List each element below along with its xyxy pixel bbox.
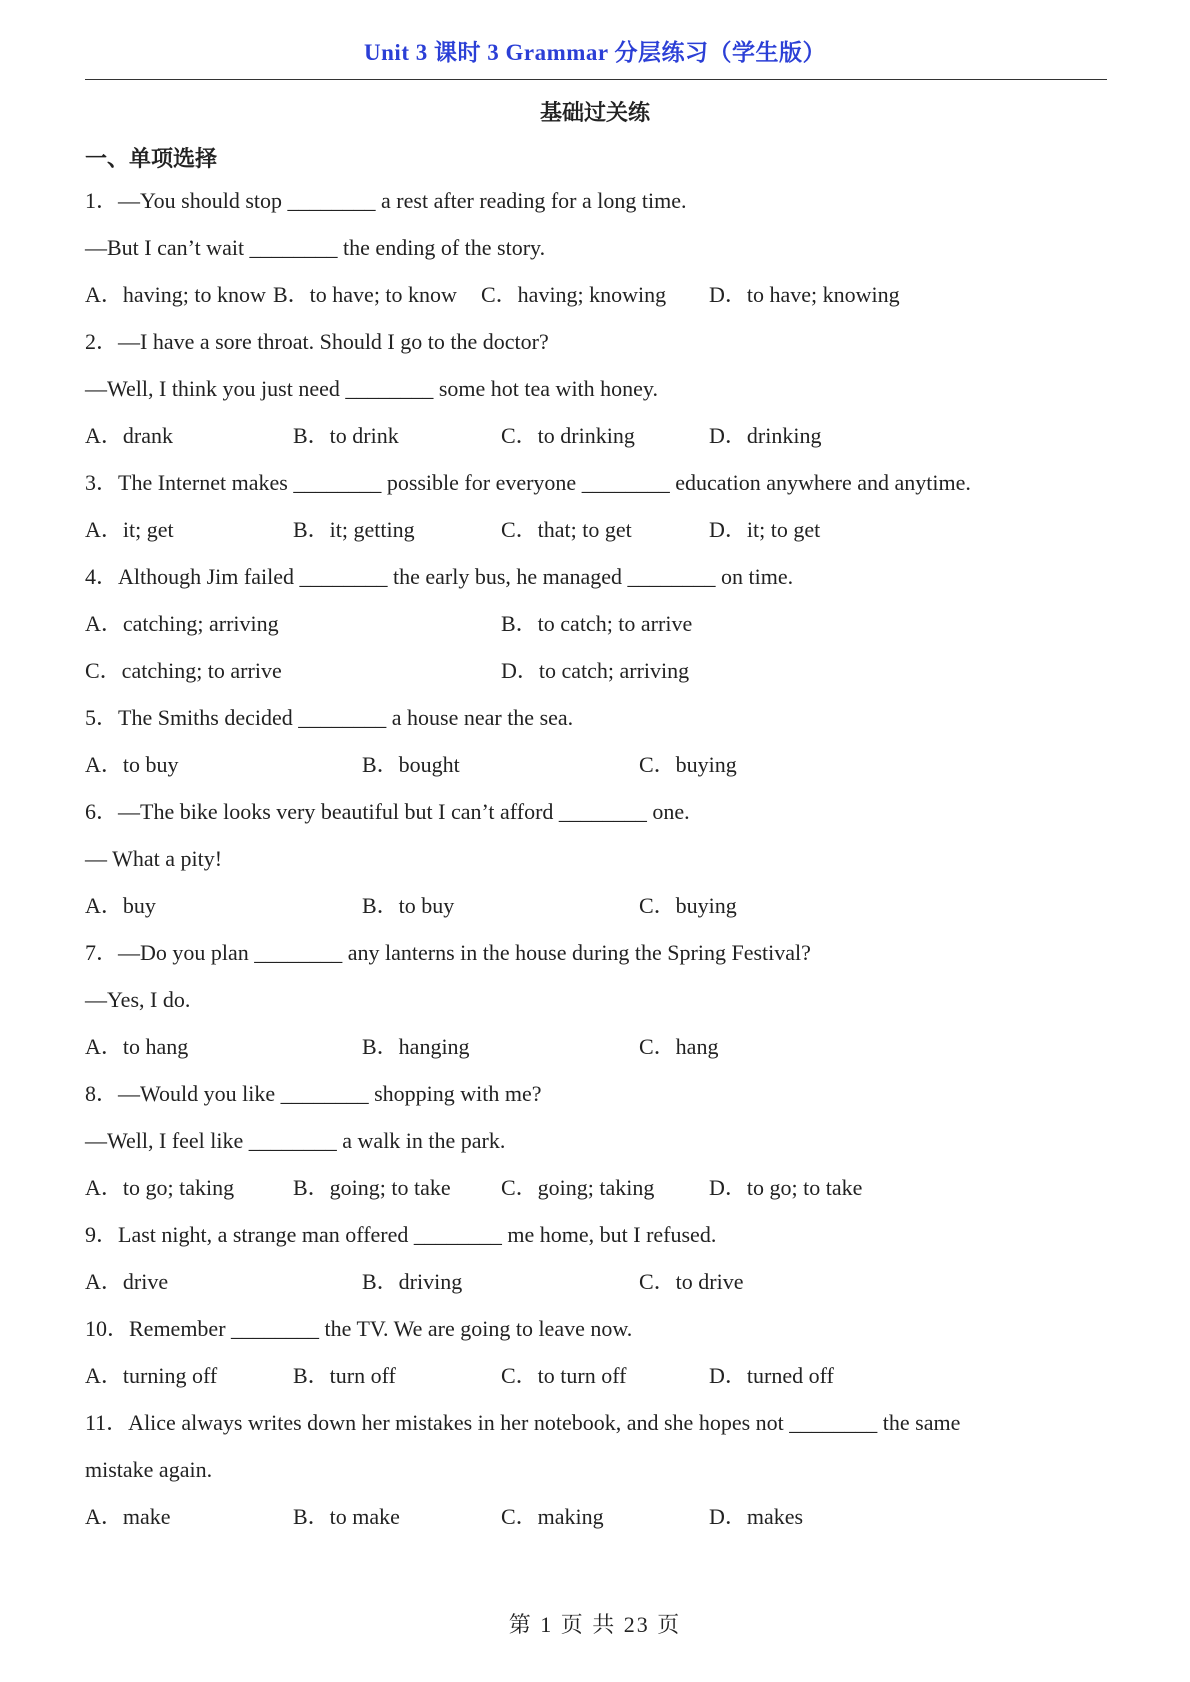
option-b: B．to buy bbox=[362, 893, 455, 918]
option-c: C．to drinking bbox=[501, 423, 635, 448]
option-b: B．turn off bbox=[293, 1363, 396, 1388]
options-row bbox=[85, 1359, 1115, 1406]
option-a: A．having; to know bbox=[85, 282, 266, 307]
option-b: B．bought bbox=[362, 752, 460, 777]
option-a: A．to go; taking bbox=[85, 1175, 235, 1200]
option-c: C．to turn off bbox=[501, 1363, 627, 1388]
options-row bbox=[85, 748, 1115, 795]
option-a: A．catching; arriving bbox=[85, 611, 279, 636]
option-d: D．it; to get bbox=[709, 517, 821, 542]
option-a: A．drank bbox=[85, 423, 173, 448]
page-number: 第 1 页 共 23 页 bbox=[508, 1612, 682, 1637]
options-row bbox=[85, 1265, 1115, 1312]
question-stem: 3．The Internet makes ________ possible for everyone ________ education anywhere and anytime. bbox=[85, 470, 971, 495]
options-row bbox=[85, 889, 1115, 936]
option-a: A．buy bbox=[85, 893, 156, 918]
options-row bbox=[85, 1500, 1115, 1547]
question-stem: 1．—You should stop ________ a rest after reading for a long time. bbox=[85, 188, 687, 213]
option-a: A．drive bbox=[85, 1269, 169, 1294]
options-row bbox=[85, 278, 1115, 325]
option-c: C．catching; to arrive bbox=[85, 658, 282, 683]
option-b: B．to catch; to arrive bbox=[501, 611, 693, 636]
question-stem: mistake again. bbox=[85, 1457, 213, 1482]
question-stem: — What a pity! bbox=[85, 846, 223, 871]
option-c: C．to drive bbox=[639, 1269, 744, 1294]
question-stem: 4．Although Jim failed ________ the early bus, he managed ________ on time. bbox=[85, 564, 794, 589]
question-stem: 8．—Would you like ________ shopping with me? bbox=[85, 1081, 542, 1106]
option-b: B．driving bbox=[362, 1269, 463, 1294]
question-stem: —Well, I think you just need ________ some hot tea with honey. bbox=[85, 376, 658, 401]
option-a: A．turning off bbox=[85, 1363, 218, 1388]
option-b: B．it; getting bbox=[293, 517, 415, 542]
question-stem: 11．Alice always writes down her mistakes in her notebook, and she hopes not ________ the same bbox=[85, 1410, 961, 1435]
option-b: B．to drink bbox=[293, 423, 399, 448]
options-row bbox=[85, 607, 1115, 654]
question-stem: —But I can’t wait ________ the ending of the story. bbox=[85, 235, 546, 260]
option-a: A．to hang bbox=[85, 1034, 189, 1059]
options-row bbox=[85, 1030, 1115, 1077]
options-row bbox=[85, 1171, 1115, 1218]
header-divider bbox=[85, 79, 1107, 80]
options-row bbox=[85, 419, 1115, 466]
question-stem: 7．—Do you plan ________ any lanterns in the house during the Spring Festival? bbox=[85, 940, 811, 965]
question-stem: 2．—I have a sore throat. Should I go to the doctor? bbox=[85, 329, 549, 354]
question-stem: 9．Last night, a strange man offered ________ me home, but I refused. bbox=[85, 1222, 717, 1247]
question-stem: 5．The Smiths decided ________ a house near the sea. bbox=[85, 705, 574, 730]
option-c: C．hang bbox=[639, 1034, 719, 1059]
question-stem: 10．Remember ________ the TV. We are going to leave now. bbox=[85, 1316, 633, 1341]
question-stem: 6．—The bike looks very beautiful but I can’t afford ________ one. bbox=[85, 799, 690, 824]
option-c: C．going; taking bbox=[501, 1175, 655, 1200]
option-a: A．to buy bbox=[85, 752, 179, 777]
option-d: D．drinking bbox=[709, 423, 822, 448]
question-list bbox=[85, 184, 1115, 1547]
question-stem: —Well, I feel like ________ a walk in the park. bbox=[85, 1128, 506, 1153]
document-header-title: Unit 3 课时 3 Grammar 分层练习（学生版） bbox=[364, 40, 826, 65]
option-a: A．make bbox=[85, 1504, 171, 1529]
option-b: B．to have; to know bbox=[273, 282, 457, 307]
part-title: 一、单项选择 bbox=[85, 146, 218, 171]
option-c: C．having; knowing bbox=[481, 282, 667, 307]
option-b: B．to make bbox=[293, 1504, 400, 1529]
option-d: D．turned off bbox=[709, 1363, 834, 1388]
option-c: C．buying bbox=[639, 752, 737, 777]
option-a: A．it; get bbox=[85, 517, 174, 542]
question-stem: —Yes, I do. bbox=[85, 987, 191, 1012]
section-title: 基础过关练 bbox=[539, 100, 650, 125]
options-row bbox=[85, 654, 1115, 701]
option-d: D．to have; knowing bbox=[709, 282, 900, 307]
options-row bbox=[85, 513, 1115, 560]
option-d: D．to catch; arriving bbox=[501, 658, 690, 683]
option-c: C．that; to get bbox=[501, 517, 632, 542]
option-c: C．making bbox=[501, 1504, 604, 1529]
option-d: D．makes bbox=[709, 1504, 804, 1529]
option-c: C．buying bbox=[639, 893, 737, 918]
option-b: B．hanging bbox=[362, 1034, 470, 1059]
option-d: D．to go; to take bbox=[709, 1175, 863, 1200]
option-b: B．going; to take bbox=[293, 1175, 451, 1200]
